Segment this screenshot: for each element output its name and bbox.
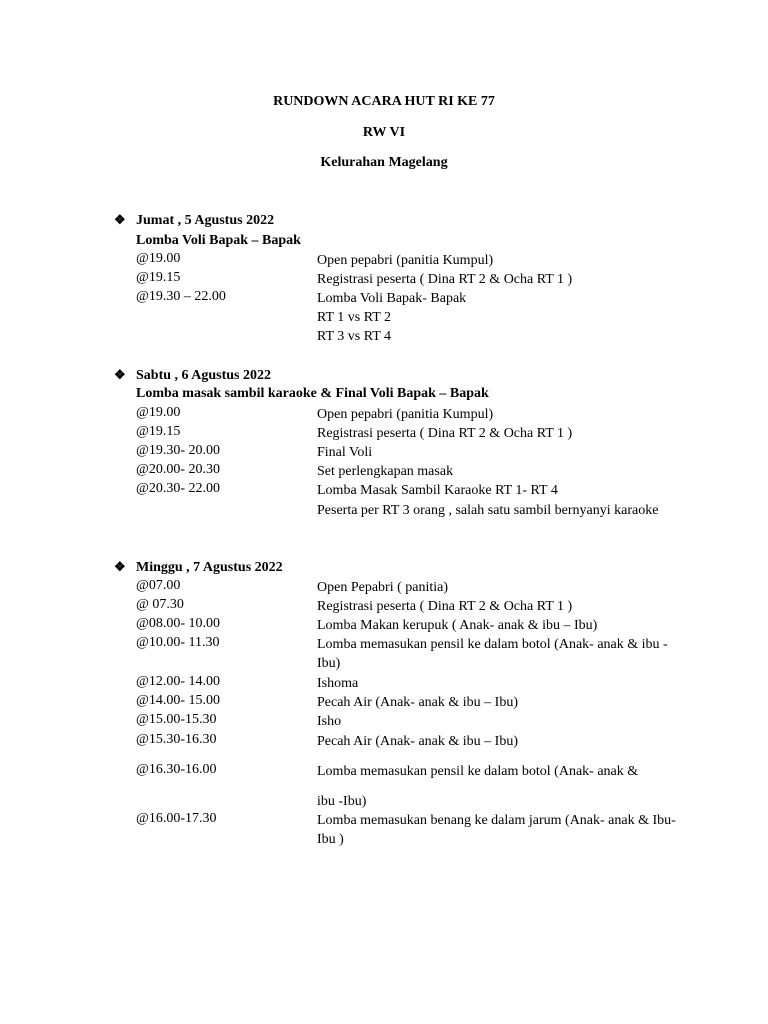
schedule-desc: Open Pepabri ( panitia) [317,580,449,595]
diamond-bullet-icon: ❖ [114,212,126,227]
schedule-desc: RT 1 vs RT 2 [317,310,392,325]
day-3-heading [114,559,283,576]
schedule-desc: Isho [317,714,342,729]
schedule-time: @20.00- 20.30 [136,462,221,477]
document-title: RUNDOWN ACARA HUT RI KE 77 [273,94,495,109]
day-1-heading [114,212,274,229]
schedule-desc: Peserta per RT 3 orang , salah satu sambil bernyanyi karaoke [317,503,659,518]
day-1-date: Jumat , 5 Agustus 2022 [136,213,275,228]
schedule-time: @07.00 [136,578,181,593]
schedule-time: @19.00 [136,405,181,420]
schedule-desc: RT 3 vs RT 4 [317,329,392,344]
diamond-bullet-icon: ❖ [114,367,126,382]
schedule-time: @19.30 – 22.00 [136,289,226,304]
schedule-time: @20.30- 22.00 [136,481,221,496]
schedule-desc: Open pepabri (panitia Kumpul) [317,253,494,268]
day-2-date: Sabtu , 6 Agustus 2022 [136,368,271,383]
schedule-desc: Final Voli [317,445,373,460]
schedule-desc: Pecah Air (Anak- anak & ibu – Ibu) [317,734,518,749]
schedule-desc: Set perlengkapan masak [317,464,454,479]
schedule-time: @16.00-17.30 [136,811,217,826]
schedule-desc: Registrasi peserta ( Dina RT 2 & Ocha RT 1 ) [317,599,573,614]
schedule-desc: Lomba memasukan pensil ke dalam botol (Anak- anak & [317,764,639,779]
day-1-event: Lomba Voli Bapak – Bapak [136,233,301,248]
schedule-time: @19.00 [136,251,181,266]
schedule-desc: Lomba Makan kerupuk ( Anak- anak & ibu – Ibu) [317,618,598,633]
rw-heading: RW VI [362,125,406,140]
schedule-time: @15.00-15.30 [136,712,217,727]
diamond-bullet-icon: ❖ [114,559,126,574]
schedule-desc: Open pepabri (panitia Kumpul) [317,407,494,422]
schedule-time: @19.15 [136,270,181,285]
day-2-event: Lomba masak sambil karaoke & Final Voli Bapak – Bapak [136,386,489,401]
schedule-desc: Lomba memasukan benang ke dalam jarum (Anak- anak & Ibu- Ibu ) [317,813,676,847]
schedule-time: @15.30-16.30 [136,732,217,747]
kelurahan-heading: Kelurahan Magelang [320,155,448,170]
schedule-desc: Lomba Masak Sambil Karaoke RT 1- RT 4 [317,483,558,498]
schedule-time: @10.00- 11.30 [136,635,220,650]
schedule-time: @08.00- 10.00 [136,616,221,631]
schedule-desc: Ishoma [317,676,359,691]
schedule-desc: Registrasi peserta ( Dina RT 2 & Ocha RT 1 ) [317,272,573,287]
day-3-date: Minggu , 7 Agustus 2022 [136,560,283,575]
schedule-time: @19.30- 20.00 [136,443,221,458]
schedule-time: @ 07.30 [136,597,184,612]
schedule-desc: ibu -Ibu) [317,794,367,809]
schedule-time: @12.00- 14.00 [136,674,221,689]
schedule-desc: Registrasi peserta ( Dina RT 2 & Ocha RT 1 ) [317,426,573,441]
schedule-desc: Lomba memasukan pensil ke dalam botol (Anak- anak & ibu - Ibu) [317,637,668,671]
schedule-desc: Pecah Air (Anak- anak & ibu – Ibu) [317,695,518,710]
schedule-time: @14.00- 15.00 [136,693,221,708]
schedule-desc: Lomba Voli Bapak- Bapak [317,291,467,306]
day-2-heading [114,367,271,384]
schedule-time: @16.30-16.00 [136,762,217,777]
schedule-time: @19.15 [136,424,181,439]
